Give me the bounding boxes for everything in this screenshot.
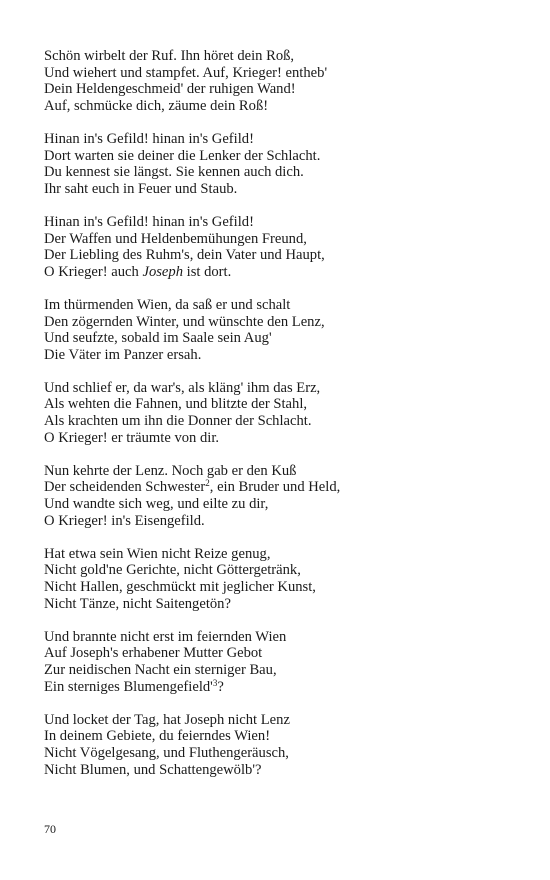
poem-line xyxy=(44,562,514,579)
line-text: Und schlief er, da war's, als kläng' ihm das Erz, xyxy=(44,379,321,396)
poem-line xyxy=(44,413,514,430)
line-text: Nun kehrte der Lenz. Noch gab er den Kuß xyxy=(44,462,297,479)
poem-line xyxy=(44,264,514,281)
poem-line xyxy=(44,297,514,314)
poem-line xyxy=(44,65,514,82)
line-text: Nicht Tänze, nicht Saitengetön? xyxy=(44,595,231,612)
line-text: In deinem Gebiete, du feierndes Wien! xyxy=(44,728,271,745)
line-text: Im thürmenden Wien, da saß er und schalt xyxy=(44,296,291,313)
poem-line xyxy=(44,48,514,65)
poem-line xyxy=(44,148,514,165)
line-text: Den zögernden Winter, und wünschte den Lenz, xyxy=(44,313,325,330)
line-text: Als wehten die Fahnen, und blitzte der Stahl, xyxy=(44,396,308,413)
line-text: Und brannte nicht erst im feiernden Wien xyxy=(44,628,287,645)
poem-line xyxy=(44,214,514,231)
line-text: Auf Joseph's erhabener Mutter Gebot xyxy=(44,645,263,662)
line-text: Der scheidenden Schwester xyxy=(44,479,206,496)
poem-line xyxy=(44,330,514,347)
line-text: Schön wirbelt der Ruf. Ihn höret dein Roß, xyxy=(44,48,295,64)
poem-line xyxy=(44,98,514,115)
stanza xyxy=(44,131,514,197)
stanza xyxy=(44,546,514,612)
poem-line xyxy=(44,314,514,331)
stanza xyxy=(44,380,514,446)
line-text: Dort warten sie deiner die Lenker der Schlacht. xyxy=(44,147,321,164)
line-text: Zur neidischen Nacht ein sterniger Bau, xyxy=(44,661,277,678)
line-text: Hinan in's Gefild! hinan in's Gefild! xyxy=(44,130,254,147)
line-text: Und wiehert und stampfet. Auf, Krieger! entheb' xyxy=(44,64,328,81)
line-text: Nicht Blumen, und Schattengewölb'? xyxy=(44,761,262,778)
line-text: Auf, schmücke dich, zäume dein Roß! xyxy=(44,97,269,114)
poem-line xyxy=(44,181,514,198)
line-text: O Krieger! in's Eisengefild. xyxy=(44,512,205,529)
line-text: , ein Bruder und Held, xyxy=(209,479,341,496)
poem-line xyxy=(44,712,514,729)
line-text: Und locket der Tag, hat Joseph nicht Lenz xyxy=(44,711,290,728)
line-text: Hat etwa sein Wien nicht Reize genug, xyxy=(44,545,271,562)
stanza xyxy=(44,48,514,114)
line-text: Du kennest sie längst. Sie kennen auch dich. xyxy=(44,164,304,181)
poem-line xyxy=(44,546,514,563)
footnote-marker: 3 xyxy=(212,677,218,688)
poem-line xyxy=(44,479,514,496)
page-number: 70 xyxy=(44,822,56,836)
poem-line xyxy=(44,347,514,364)
poem-line xyxy=(44,579,514,596)
poem-text xyxy=(44,48,514,795)
stanza xyxy=(44,214,514,280)
emphasized-name: Joseph xyxy=(142,263,183,280)
line-text: Nicht Hallen, geschmückt mit jeglicher Kunst, xyxy=(44,579,316,595)
line-text: Nicht gold'ne Gerichte, nicht Göttergetränk, xyxy=(44,562,301,579)
poem-line xyxy=(44,463,514,480)
poem-line xyxy=(44,513,514,530)
stanza xyxy=(44,712,514,778)
poem-line xyxy=(44,231,514,248)
stanza xyxy=(44,297,514,363)
stanza xyxy=(44,629,514,695)
poem-line xyxy=(44,81,514,98)
poem-line xyxy=(44,728,514,745)
poem-line xyxy=(44,629,514,646)
poem-line xyxy=(44,596,514,613)
poem-line xyxy=(44,679,514,696)
poem-line xyxy=(44,380,514,397)
line-text: Ein sterniges Blumengefield' xyxy=(44,678,213,695)
line-text: Der Waffen und Heldenbemühungen Freund, xyxy=(44,230,307,247)
poem-line xyxy=(44,164,514,181)
line-text: Hinan in's Gefild! hinan in's Gefild! xyxy=(44,213,254,230)
footnote-marker: 2 xyxy=(205,478,210,489)
poem-line xyxy=(44,496,514,513)
line-text: O Krieger! er träumte von dir. xyxy=(44,429,220,446)
poem-line xyxy=(44,247,514,264)
line-text: ist dort. xyxy=(183,263,232,280)
line-text: Ihr saht euch in Feuer und Staub. xyxy=(44,180,238,197)
stanza xyxy=(44,463,514,529)
poem-line xyxy=(44,745,514,762)
line-text: Die Väter im Panzer ersah. xyxy=(44,346,202,363)
line-text: Nicht Vögelgesang, und Fluthengeräusch, xyxy=(44,744,289,761)
poem-line xyxy=(44,645,514,662)
poem-line xyxy=(44,662,514,679)
poem-line xyxy=(44,131,514,148)
line-text: O Krieger! auch xyxy=(44,263,143,280)
line-text: ? xyxy=(217,678,224,695)
poem-line xyxy=(44,762,514,779)
poem-line xyxy=(44,430,514,447)
poem-line xyxy=(44,396,514,413)
line-text: Und seufzte, sobald im Saale sein Aug' xyxy=(44,330,272,347)
line-text: Der Liebling des Ruhm's, dein Vater und Haupt, xyxy=(44,247,325,264)
line-text: Und wandte sich weg, und eilte zu dir, xyxy=(44,496,269,513)
line-text: Dein Heldengeschmeid' der ruhigen Wand! xyxy=(44,81,296,98)
line-text: Als krachten um ihn die Donner der Schlacht. xyxy=(44,413,312,430)
